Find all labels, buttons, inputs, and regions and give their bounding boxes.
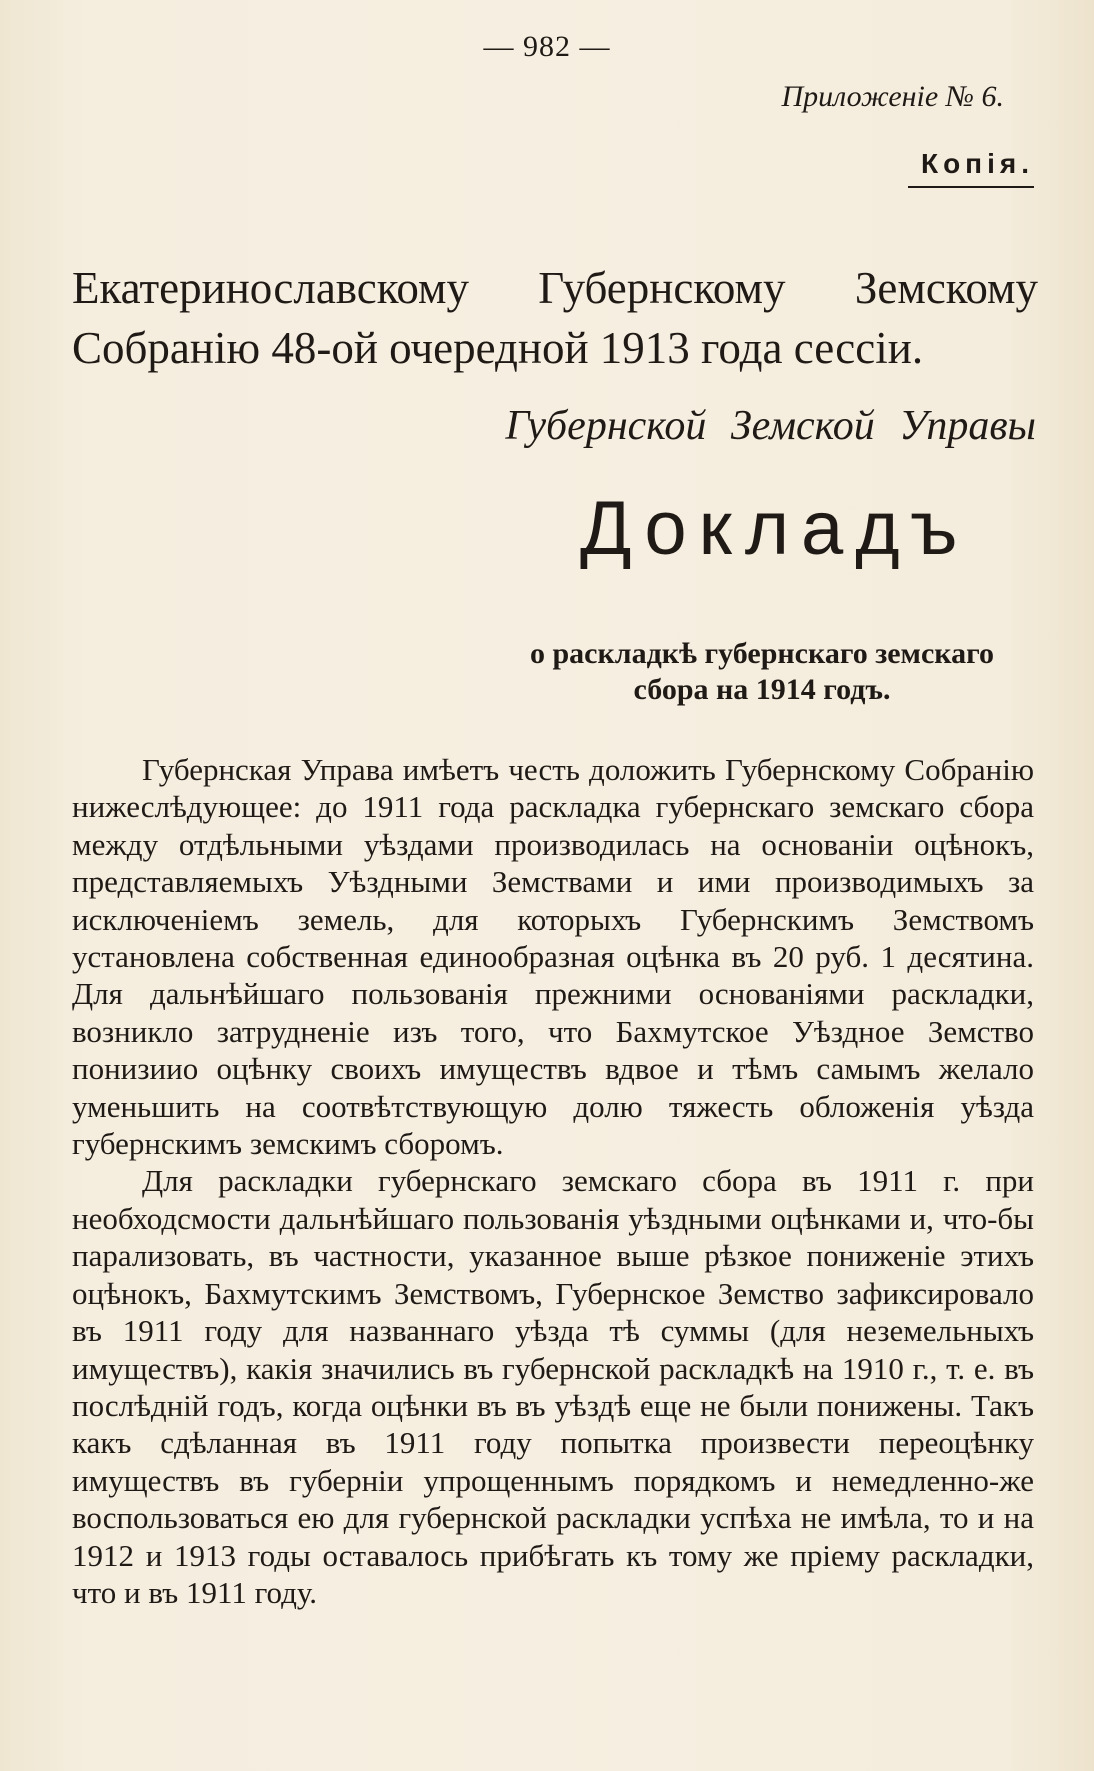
paragraph-1: Губернская Управа имѣетъ честь доложить Губернскому Собранiю нижеслѣдующее: до 1911 года раскладка губернскаго земскаго сбора между отдѣльными уѣздами производилась на основанiи оцѣнокъ, представляемыхъ Уѣздными Земствами и ими производимыхъ за исключенiемъ земель, для которыхъ Губернскимъ Земствомъ установлена собственная единообразная оцѣнка въ 20 руб. 1 десятина. Для дальнѣйшаго пользованiя прежними основанiями раскладки, возникло затрудненiе изъ того, что Бахмутское Уѣздное Земство понизиио оцѣнку своихъ имуществъ вдвое и тѣмъ самымъ желало уменьшить на соотвѣтствующую долю тяжесть обложенiя уѣзда губернскимъ земскимъ сборомъ. (72, 752, 1034, 1162)
addressee-block (72, 258, 1038, 378)
copy-underline (908, 186, 1034, 188)
copy-stamp (908, 148, 1034, 188)
from-line: Губернской Земской Управы (505, 403, 1036, 449)
subject-line-1: о раскладкѣ губернскаго земскаго (529, 637, 995, 670)
document-heading: Докладъ (580, 486, 970, 571)
page-number: — 982 — (483, 30, 611, 63)
addressee-line-1: Екатеринославскому Губернскому Земскому (72, 263, 1038, 313)
subject-block (482, 636, 1042, 708)
addressee-line-2: Собранiю 48-ой очередной 1913 года сессiи. (72, 323, 924, 373)
paragraph-2: Для раскладки губернскаго земскаго сбора въ 1911 г. при необходсмости дальнѣйшаго пользованiя уѣздными оцѣнками и, что-бы парализовать, въ частности, указанное выше рѣзкое пониженiе этихъ оцѣнокъ, Бахмутскимъ Земствомъ, Губернское Земство зафиксировало въ 1911 году для названнаго уѣзда тѣ суммы (для неземельныхъ имуществъ), какiя значились въ губернской раскладкѣ на 1910 г., т. е. въ послѣднiй годъ, когда оцѣнки въ въ уѣздѣ еще не были понижены. Такъ какъ сдѣланная въ 1911 году попытка произвести переоцѣнку имуществъ въ губернiи упрощеннымъ порядкомъ и немедленно-же воспользоваться ею для губернской раскладки успѣха не имѣла, то и на 1912 и 1913 годы оставалось прибѣгать къ тому же прiему раскладки, что и въ 1911 году. (72, 1163, 1034, 1610)
copy-label: Копiя. (920, 148, 1034, 179)
appendix-label: Приложенiе № 6. (781, 80, 1004, 113)
body-text (72, 751, 1034, 1611)
subject-line-2: сбора на 1914 годъ. (633, 673, 891, 706)
